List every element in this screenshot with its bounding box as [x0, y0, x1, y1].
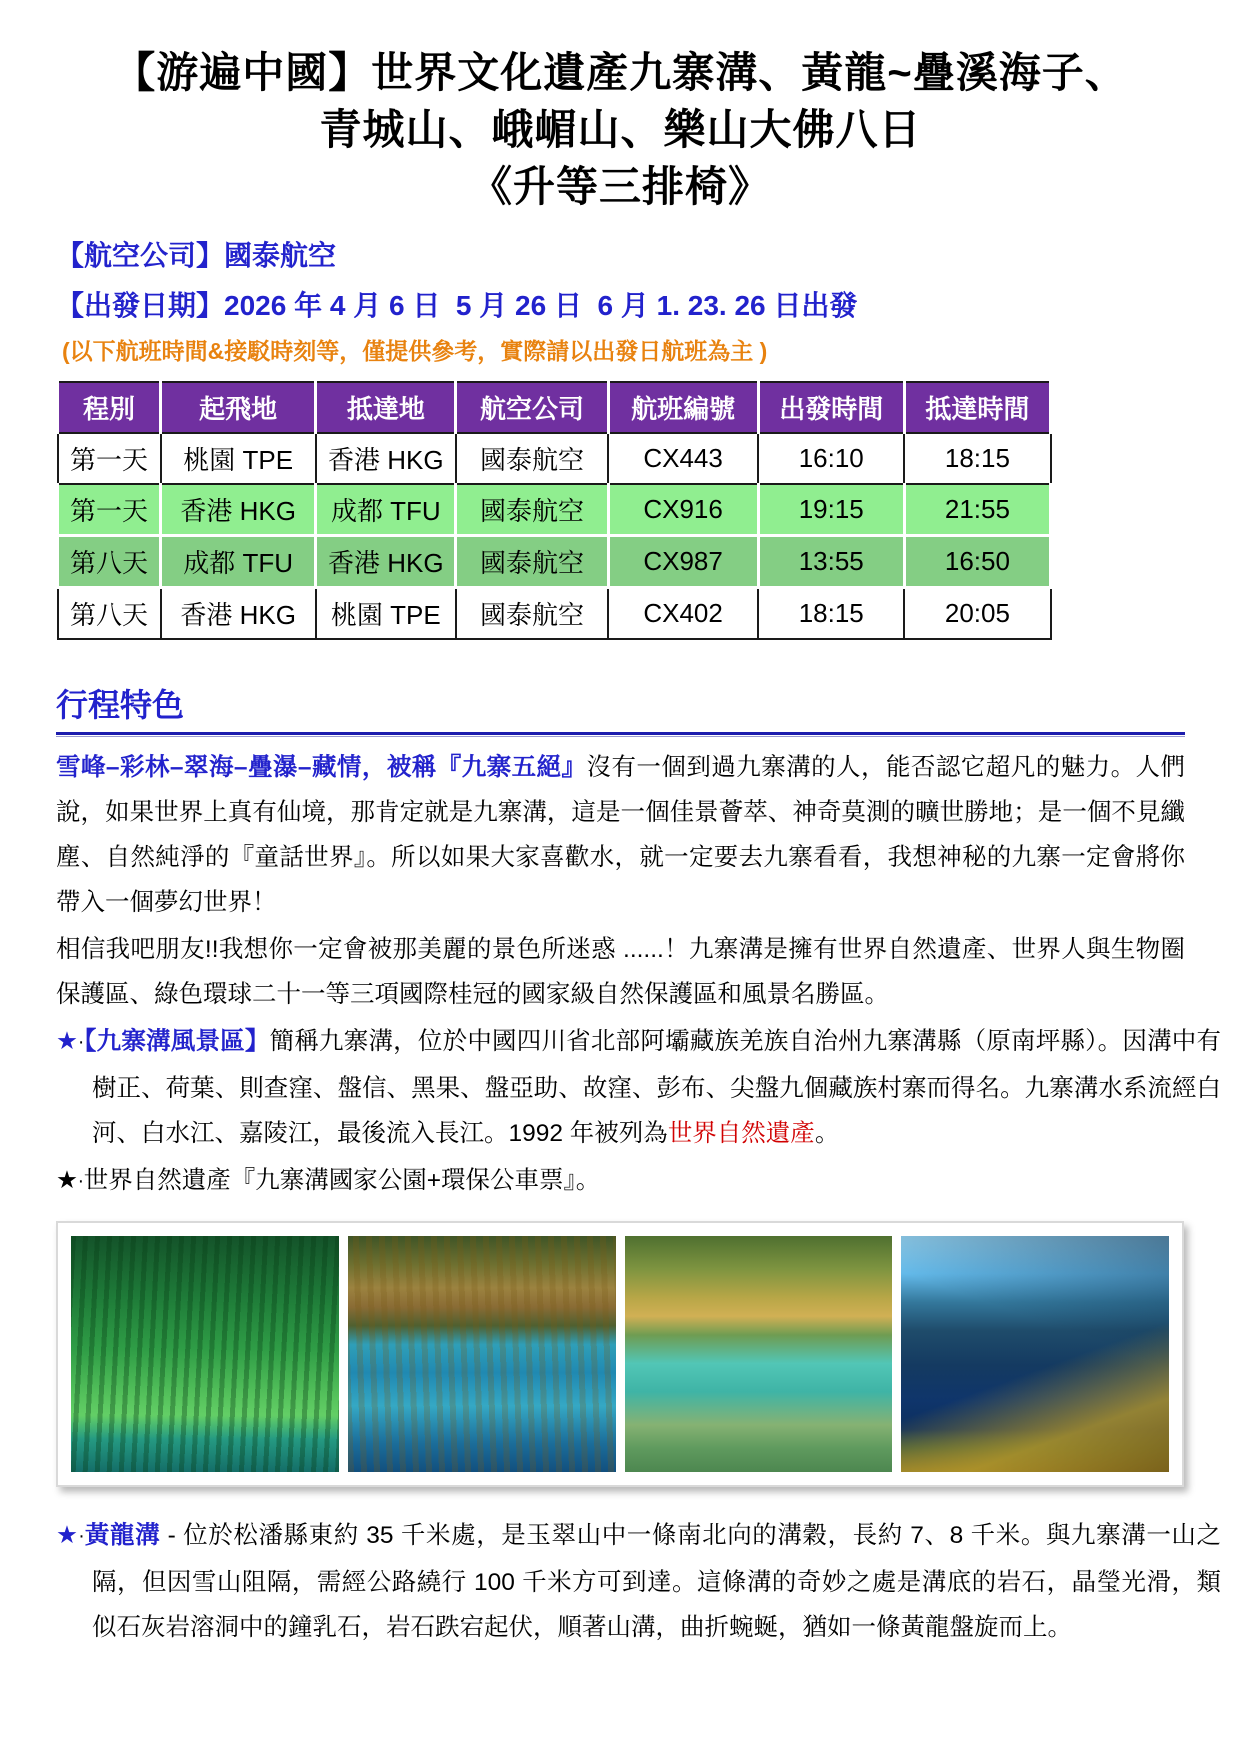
bullet-national-park-ticket [56, 1158, 1221, 1205]
section-heading-itinerary-features: 行程特色 [56, 687, 185, 723]
star-icon: ★ [56, 1522, 79, 1549]
bullet-text: - 位於松潘縣東約 35 千米處，是玉翠山中一條南北向的溝穀，長約 7、8 千米。與九寨溝一山之隔，但因雪山阻隔，需經公路繞行 100 千米方可到達。這條溝的奇妙之處是溝底的岩石，晶瑩光滑，類似石灰岩溶洞中的鐘乳石，岩石跌宕起伏，順著山溝，曲折蜿蜒，猶如一條黃龍盤旋而上。 [92, 1522, 1222, 1641]
cell-flight-no: CX987 [608, 536, 758, 588]
paragraph-highlight: 雪峰–彩林–翠海–疊瀑–藏情，被稱『九寨五絕』 [56, 754, 587, 781]
cell-flight-no: CX402 [608, 588, 758, 640]
table-row [58, 536, 1051, 588]
cell-departure-time: 16:10 [758, 433, 904, 484]
cell-flight-no: CX916 [608, 484, 758, 536]
scenery-photo-strip [56, 1221, 1184, 1487]
cell-destination: 成都 TFU [316, 484, 456, 536]
cell-origin: 成都 TFU [161, 536, 316, 588]
table-row [58, 484, 1051, 536]
cell-origin: 桃園 TPE [161, 433, 316, 484]
cell-destination: 香港 HKG [316, 536, 456, 588]
dot-separator: ‧ [78, 1033, 84, 1053]
header-origin: 起飛地 [161, 382, 316, 433]
page-title [56, 44, 1185, 215]
cell-origin: 香港 HKG [161, 588, 316, 640]
title-line-3: 《升等三排椅》 [469, 163, 771, 210]
bullet-huanglong-valley [56, 1513, 1221, 1650]
photo-autumn-trees-turquoise-lake [625, 1236, 893, 1472]
cell-segment: 第八天 [58, 536, 161, 588]
feature-paragraph-2: 相信我吧朋友!!我想你一定會被那美麗的景色所迷惑 ......！九寨溝是擁有世界自然遺產、世界人與生物圈保護區、綠色環球二十一等三項國際桂冠的國家級自然保護區和風景名勝區。 [56, 936, 1185, 1008]
table-header-row [58, 382, 1051, 433]
flight-disclaimer-note: (以下航班時間&接駁時刻等，僅提供參考，實際請以出發日航班為主 ) [62, 338, 768, 364]
cell-carrier: 國泰航空 [456, 536, 608, 588]
bullet-label: 【九寨溝風景區】 [83, 1028, 270, 1055]
cell-departure-time: 19:15 [758, 484, 904, 536]
cell-destination: 香港 HKG [316, 433, 456, 484]
departure-date-line: 【出發日期】2026 年 4 月 6 日 5 月 26 日 6 月 1. 23. 26 日出發 [56, 290, 858, 321]
world-heritage-highlight: 世界自然遺產 [667, 1120, 815, 1147]
flight-schedule-table [56, 381, 1052, 640]
cell-arrival-time: 18:15 [904, 433, 1050, 484]
table-row [58, 588, 1051, 640]
bullet-text-tail: 。 [814, 1120, 840, 1147]
cell-arrival-time: 21:55 [904, 484, 1050, 536]
dot-separator: ‧ [78, 1527, 85, 1547]
section-divider [56, 732, 1185, 737]
cell-segment: 第一天 [58, 484, 161, 536]
cell-carrier: 國泰航空 [456, 433, 608, 484]
header-arrival-time: 抵達時間 [904, 382, 1050, 433]
cell-departure-time: 13:55 [758, 536, 904, 588]
cell-carrier: 國泰航空 [456, 588, 608, 640]
header-destination: 抵達地 [316, 382, 456, 433]
cell-destination: 桃園 TPE [316, 588, 456, 640]
feature-paragraph-1 [56, 745, 1185, 925]
header-carrier: 航空公司 [456, 382, 608, 433]
header-segment: 程別 [58, 382, 161, 433]
airline-line: 【航空公司】國泰航空 [56, 240, 337, 271]
cell-segment: 第八天 [58, 588, 161, 640]
photo-green-forest-lake [71, 1236, 339, 1472]
cell-carrier: 國泰航空 [456, 484, 608, 536]
table-row [58, 433, 1051, 484]
cell-flight-no: CX443 [608, 433, 758, 484]
paragraph-text: 沒有一個到過九寨溝的人，能否認它超凡的魅力。人們說，如果世界上真有仙境，那肯定就是九寨溝，這是一個佳景薈萃、神奇莫測的曠世勝地；是一個不見纖塵、自然純淨的『童話世界』。所以如果大家喜歡水，就一定要去九寨看看，我想神秘的九寨一定會將你帶入一個夢幻世界！ [56, 754, 1185, 916]
cell-arrival-time: 16:50 [904, 536, 1050, 588]
bullet-text: 簡稱九寨溝，位於中國四川省北部阿壩藏族羌族自治州九寨溝縣（原南坪縣）。因溝中有樹正、荷葉、則查窪、盤信、黑果、盤亞助、故窪、彭布、尖盤九個藏族村寨而得名。九寨溝水系流經白河、白水江、嘉陵江，最後流入長江。1992 年被列為 [92, 1028, 1222, 1147]
title-line-1: 【游遍中國】世界文化遺產九寨溝、黃龍~疊溪海子、 [113, 49, 1128, 96]
cell-arrival-time: 20:05 [904, 588, 1050, 640]
star-icon: ★ [56, 1167, 78, 1194]
dot-separator: ‧ [77, 1172, 84, 1192]
cell-departure-time: 18:15 [758, 588, 904, 640]
title-line-2: 青城山、峨嵋山、樂山大佛八日 [319, 106, 922, 153]
bullet-label: 黃龍溝 [84, 1522, 161, 1549]
photo-mountain-valley-lake [901, 1236, 1169, 1472]
header-departure-time: 出發時間 [758, 382, 904, 433]
star-icon: ★ [56, 1028, 79, 1055]
cell-origin: 香港 HKG [161, 484, 316, 536]
header-flight-no: 航班編號 [608, 382, 758, 433]
cell-segment: 第一天 [58, 433, 161, 484]
photo-autumn-hill-blue-lake [348, 1236, 616, 1472]
bullet-jiuzhaigou-scenic-area [56, 1019, 1221, 1156]
bullet-text: 世界自然遺產『九寨溝國家公園+環保公車票』。 [83, 1167, 601, 1194]
